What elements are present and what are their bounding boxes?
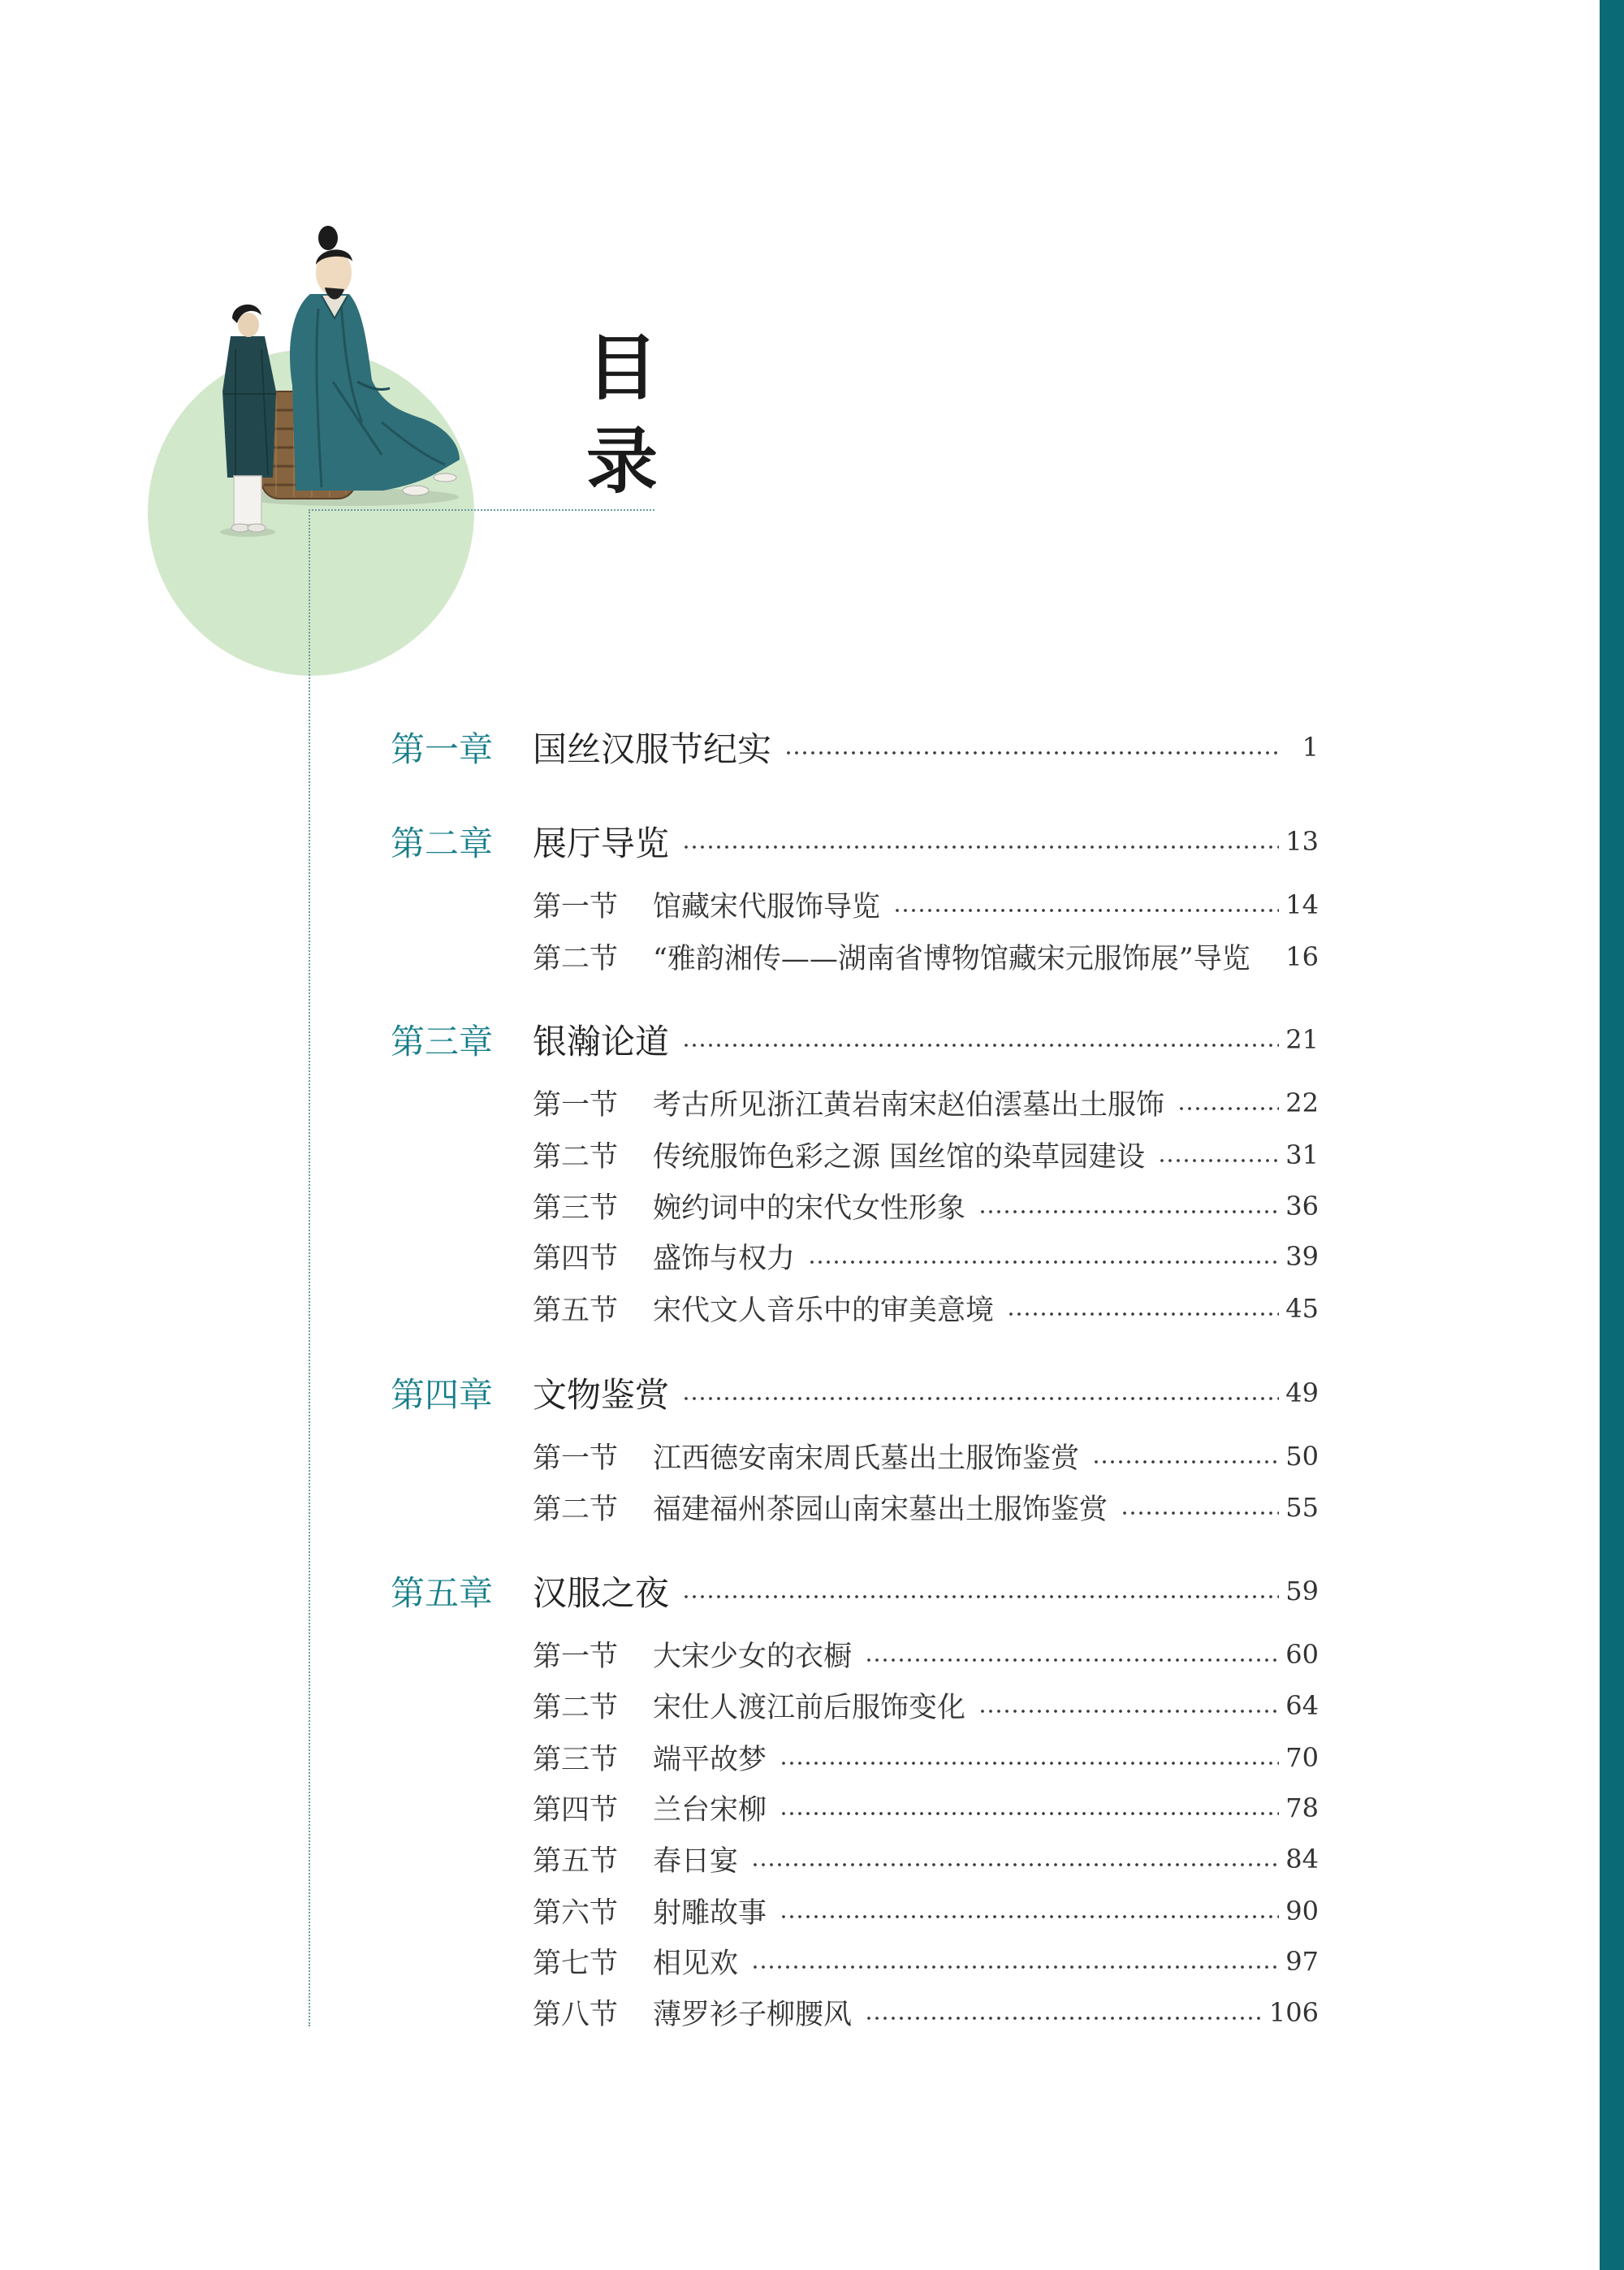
section-row: [533, 1135, 1319, 1174]
section-row: [533, 1083, 1319, 1122]
chapter-row: [391, 1572, 1319, 1611]
dot-leader: [865, 2015, 1263, 2021]
page-number: 50: [1285, 1441, 1319, 1472]
section-label: 第三节: [533, 1744, 619, 1776]
page-number: 55: [1285, 1492, 1319, 1523]
section-label: 第五节: [533, 1295, 619, 1327]
page-number: 31: [1285, 1139, 1319, 1170]
section-row: [533, 1993, 1319, 2032]
section-label: 第三节: [533, 1192, 619, 1225]
section-label: 第一节: [533, 1089, 619, 1122]
section-row: [533, 885, 1319, 924]
section-title: 考古所见浙江黄岩南宋赵伯澐墓出土服饰: [653, 1089, 1165, 1122]
section-title: 宋代文人音乐中的审美意境: [653, 1295, 995, 1327]
dotted-vertical-rule: [309, 509, 310, 2026]
page-number: 84: [1285, 1844, 1319, 1874]
page-title: 目录: [575, 330, 659, 517]
chapter-title: 汉服之夜: [533, 1573, 670, 1613]
section-label: 第二节: [533, 1141, 619, 1174]
section-row: [533, 1237, 1319, 1276]
page-number: 90: [1285, 1896, 1319, 1926]
chapter-title: 银瀚论道: [533, 1022, 670, 1061]
page-number: 60: [1285, 1639, 1319, 1670]
dot-leader: [808, 1259, 1279, 1265]
dot-leader: [751, 1861, 1279, 1868]
dot-leader: [780, 1760, 1279, 1766]
section-row: [533, 1635, 1319, 1674]
dot-leader: [893, 907, 1279, 914]
section-label: 第二节: [533, 1494, 619, 1526]
page-number: 106: [1268, 1997, 1319, 2028]
chapter-title: 国丝汉服节纪实: [533, 729, 772, 769]
seated-scholar: [290, 226, 460, 495]
chapter-title: 展厅导览: [533, 824, 670, 863]
dot-leader: [978, 1708, 1279, 1714]
section-label: 第二节: [533, 1692, 619, 1724]
section-title: 传统服饰色彩之源 国丝馆的染草园建设: [653, 1141, 1146, 1174]
dot-leader: [1007, 1311, 1279, 1317]
section-label: 第四节: [533, 1243, 619, 1275]
chapter-row: [391, 1373, 1319, 1415]
section-title: 盛饰与权力: [653, 1243, 796, 1275]
section-row: [533, 1738, 1319, 1777]
dot-leader: [682, 844, 1279, 850]
page-number: 22: [1285, 1087, 1319, 1118]
scholar-painting-illustration: [195, 211, 495, 552]
section-title: 兰台宋柳: [653, 1794, 767, 1827]
section-title: 相见欢: [653, 1948, 739, 1980]
section-label: 第一节: [533, 1442, 619, 1475]
section-row: [533, 1187, 1319, 1226]
page-number: 21: [1285, 1024, 1319, 1055]
page-number: 70: [1285, 1742, 1319, 1773]
chapter-row: [391, 728, 1319, 767]
section-title: 射雕故事: [653, 1897, 767, 1930]
chapter-title: 文物鉴赏: [533, 1375, 670, 1415]
dot-leader: [1158, 1157, 1279, 1164]
chapter-label: 第一章: [391, 729, 494, 769]
section-label: 第二节: [533, 943, 619, 975]
page-number: 97: [1285, 1946, 1319, 1977]
dot-leader: [682, 1042, 1279, 1049]
page-number: 59: [1285, 1576, 1319, 1606]
page-number: 1: [1302, 732, 1319, 763]
page-number: 49: [1285, 1377, 1319, 1408]
dot-leader: [1121, 1510, 1279, 1516]
section-label: 第四节: [533, 1794, 619, 1827]
page-number: 14: [1285, 889, 1319, 920]
section-row: [533, 1289, 1319, 1328]
section-label: 第一节: [533, 1641, 619, 1673]
dot-leader: [682, 1593, 1279, 1600]
page-number: 39: [1285, 1241, 1319, 1272]
dot-leader: [751, 1964, 1279, 1970]
chapter-label: 第二章: [391, 824, 494, 863]
page-number: 45: [1285, 1293, 1319, 1324]
dot-leader: [978, 1209, 1279, 1215]
section-title: 婉约词中的宋代女性形象: [653, 1192, 966, 1225]
dot-leader: [865, 1657, 1279, 1663]
dot-leader: [1092, 1459, 1279, 1465]
section-title: 薄罗衫子柳腰风: [653, 1999, 853, 2031]
section-row: [533, 1686, 1319, 1725]
section-title: 端平故梦: [653, 1744, 767, 1776]
section-title: “雅韵湘传——湖南省博物馆藏宋元服饰展”导览: [653, 943, 1250, 975]
section-label: 第一节: [533, 891, 619, 923]
section-label: 第八节: [533, 1999, 619, 2031]
chapter-label: 第五章: [391, 1573, 494, 1613]
dot-leader: [784, 750, 1280, 756]
page-number: 36: [1285, 1191, 1319, 1221]
chapter-label: 第三章: [391, 1022, 494, 1061]
section-title: 春日宴: [653, 1845, 739, 1878]
right-edge-band: [1600, 0, 1624, 2270]
section-title: 福建福州茶园山南宋墓出土服饰鉴赏: [653, 1494, 1108, 1526]
dot-leader: [780, 1810, 1279, 1817]
dot-leader: [682, 1395, 1279, 1402]
section-label: 第六节: [533, 1897, 619, 1930]
section-row: [533, 1840, 1319, 1879]
page-number: 16: [1285, 941, 1319, 972]
dot-leader: [1263, 959, 1279, 966]
section-row: [533, 1892, 1319, 1931]
section-row: [533, 1437, 1319, 1476]
section-title: 宋仕人渡江前后服饰变化: [653, 1692, 966, 1724]
section-row: [533, 1942, 1319, 1981]
dot-leader: [1177, 1105, 1279, 1112]
section-label: 第五节: [533, 1845, 619, 1878]
page-number: 13: [1285, 826, 1319, 857]
section-row: [533, 937, 1319, 976]
dot-leader: [780, 1913, 1279, 1920]
section-title: 馆藏宋代服饰导览: [653, 891, 881, 923]
section-title: 江西德安南宋周氏墓出土服饰鉴赏: [653, 1442, 1080, 1475]
chapter-row: [391, 1020, 1319, 1059]
section-title: 大宋少女的衣橱: [653, 1641, 853, 1673]
page-number: 78: [1285, 1792, 1319, 1823]
section-row: [533, 1488, 1319, 1527]
section-row: [533, 1788, 1319, 1827]
page-number: 64: [1285, 1690, 1319, 1721]
chapter-label: 第四章: [391, 1375, 494, 1415]
chapter-row: [391, 822, 1319, 861]
section-label: 第七节: [533, 1948, 619, 1980]
